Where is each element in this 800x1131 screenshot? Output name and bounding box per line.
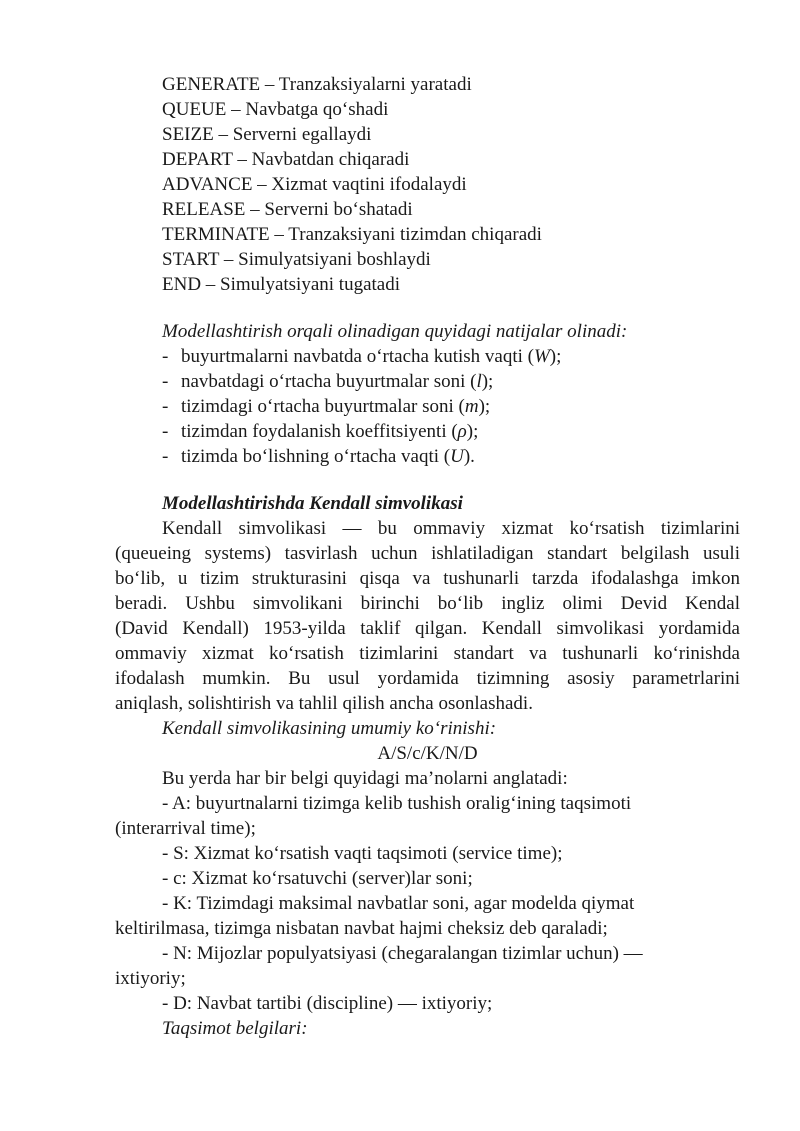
meaning-intro: Bu yerda har bir belgi quyidagi ma’nolarni anglatadi:: [162, 768, 568, 789]
result-item: - tizimdagi o‘rtacha buyurtmalar soni (m);: [162, 396, 491, 417]
definition-item: - N: Mijozlar populyatsiyasi (chegaralangan tizimlar uchun) —: [162, 943, 643, 964]
paragraph-line: aniqlash, solishtirish va tahlil qilish ancha osonlashadi.: [115, 693, 533, 714]
result-item: - tizimdan foydalanish koeffitsiyenti (ρ);: [162, 421, 479, 442]
kendall-paragraph: [115, 516, 740, 716]
definition-item: - D: Navbat tartibi (discipline) — ixtiyoriy;: [162, 993, 493, 1014]
paragraph-line: Kendall simvolikasi — bu ommaviy xizmat ko‘rsatish tizimlarini: [162, 518, 740, 539]
definition-item: - c: Xizmat ko‘rsatuvchi (server)lar soni;: [162, 868, 473, 889]
command-item: TERMINATE – Tranzaksiyani tizimdan chiqaradi: [162, 224, 542, 245]
paragraph-line: bo‘lib, u tizim strukturasini qisqa va tushunarli tarzda ifodalashga imkon: [115, 568, 740, 589]
command-item: RELEASE – Serverni bo‘shatadi: [162, 199, 413, 220]
kendall-section: [115, 491, 740, 1041]
command-list: [115, 72, 740, 297]
general-form-label: Kendall simvolikasining umumiy ko‘rinishi:: [162, 718, 497, 739]
command-item: ADVANCE – Xizmat vaqtini ifodalaydi: [162, 174, 467, 195]
paragraph-line: beradi. Ushbu simvolikani birinchi bo‘lib ingliz olimi Devid Kendal: [115, 593, 740, 614]
command-item: GENERATE – Tranzaksiyalarni yaratadi: [162, 74, 472, 95]
command-item: END – Simulyatsiyani tugatadi: [162, 274, 401, 295]
kendall-formula: A/S/c/K/N/D: [377, 743, 478, 764]
paragraph-line: ommaviy xizmat ko‘rsatish tizimlarini standart va tushunarli ko‘rinishda: [115, 643, 740, 664]
definition-item: - K: Tizimdagi maksimal navbatlar soni, agar modelda qiymat: [162, 893, 635, 914]
paragraph-line: ifodalash mumkin. Bu usul yordamida tizimning asosiy parametrlarini: [115, 668, 740, 689]
results-section: [115, 319, 740, 469]
command-item: SEIZE – Serverni egallaydi: [162, 124, 372, 145]
document-page: [115, 72, 740, 1041]
section-title: Modellashtirishda Kendall simvolikasi: [162, 493, 463, 514]
definition-item-continued: keltirilmasa, tizimga nisbatan navbat hajmi cheksiz deb qaraladi;: [115, 918, 608, 939]
definition-item: - A: buyurtnalarni tizimga kelib tushish oralig‘ining taqsimoti: [162, 793, 632, 814]
definition-item-continued: ixtiyoriy;: [115, 968, 186, 989]
command-item: QUEUE – Navbatga qo‘shadi: [162, 99, 389, 120]
result-item: - navbatdagi o‘rtacha buyurtmalar soni (l);: [162, 371, 494, 392]
definition-item-continued: (interarrival time);: [115, 818, 256, 839]
result-item: - tizimda bo‘lishning o‘rtacha vaqti (U).: [162, 446, 475, 467]
distribution-label: Taqsimot belgilari:: [162, 1018, 308, 1039]
command-item: DEPART – Navbatdan chiqaradi: [162, 149, 410, 170]
result-item: - buyurtmalarni navbatda o‘rtacha kutish vaqti (W);: [162, 346, 562, 367]
command-item: START – Simulyatsiyani boshlaydi: [162, 249, 431, 270]
results-heading: Modellashtirish orqali olinadigan quyidagi natijalar olinadi:: [162, 321, 628, 342]
definition-list: [115, 791, 740, 1016]
definition-item: - S: Xizmat ko‘rsatish vaqti taqsimoti (service time);: [162, 843, 563, 864]
paragraph-line: (queueing systems) tasvirlash uchun ishlatiladigan standart belgilash usuli: [115, 543, 740, 564]
paragraph-line: (David Kendall) 1953-yilda taklif qilgan. Kendall simvolikasi yordamida: [115, 618, 740, 639]
